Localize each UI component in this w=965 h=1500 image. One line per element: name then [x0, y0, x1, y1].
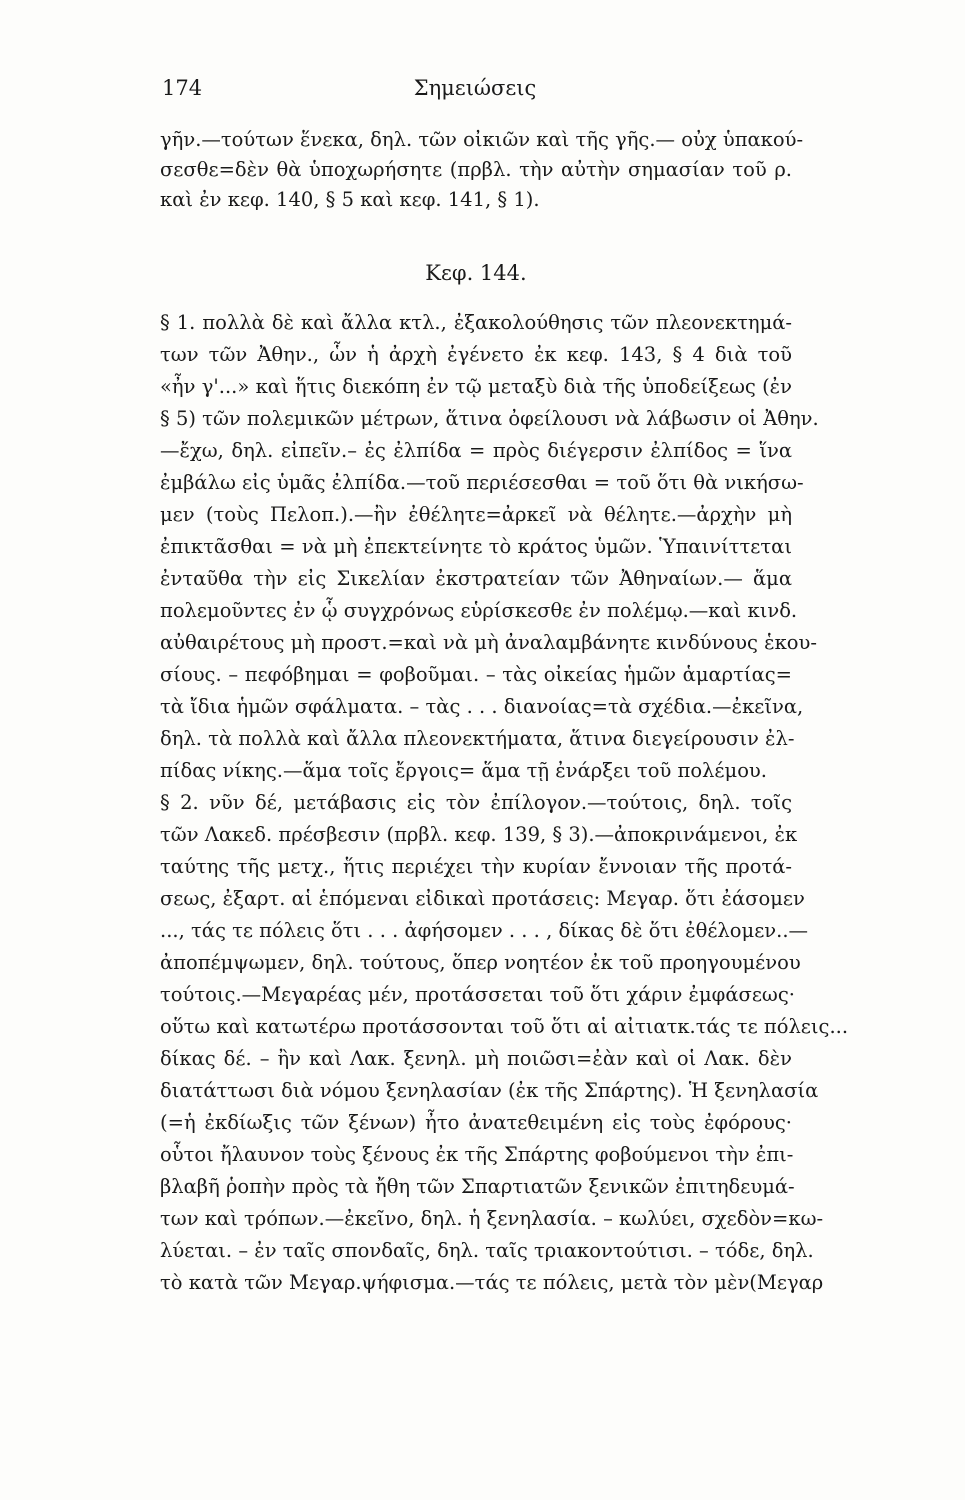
text-line: των τῶν Ἀθην., ὧν ἡ ἀρχὴ ἐγένετο ἐκ κεφ. 143, § 4 διὰ τοῦ [160, 343, 792, 366]
page-number: 174 [162, 76, 203, 100]
text-line: ..., τάς τε πόλεις ὅτι . . . ἀφήσομεν . . . , δίκας δὲ ὅτι ἐθέλομεν..— [160, 919, 809, 942]
text-line: αὐθαιρέτους μὴ προστ.=καὶ νὰ μὴ ἀναλαμβάνητε κινδύνους ἑκου- [160, 631, 817, 654]
text-line: σεσθε=δὲν θὰ ὑποχωρήσητε (πρβλ. τὴν αὐτὴν σημασίαν τοῦ ρ. [160, 158, 792, 181]
text-line: πολεμοῦντες ἐν ᾧ συγχρόνως εὑρίσκεσθε ἐν πολέμῳ.—καὶ κινδ. [160, 599, 798, 622]
text-line: οὕτω καὶ κατωτέρω προτάσσονται τοῦ ὅτι αἱ αἰτιατκ.τάς τε πόλεις... [160, 1015, 849, 1038]
text-line: δίκας δέ. – ἢν καὶ Λακ. ξενηλ. μὴ ποιῶσι=ἐὰν καὶ οἱ Λακ. δὲν [160, 1047, 792, 1070]
text-line: καὶ ἐν κεφ. 140, § 5 καὶ κεφ. 141, § 1). [160, 188, 540, 211]
text-line: λύεται. – ἐν ταῖς σπονδαῖς, δηλ. ταῖς τριακοντούτισι. – τόδε, δηλ. [160, 1239, 814, 1262]
text-line: διατάττωσι διὰ νόμου ξενηλασίαν (ἐκ τῆς Σπάρτης). Ἡ ξενηλασία [160, 1079, 819, 1102]
text-line: § 1. πολλὰ δὲ καὶ ἄλλα κτλ., ἐξακολούθησις τῶν πλεονεκτημά- [160, 311, 792, 334]
text-line: —ἔχω, δηλ. εἰπεῖν.– ἐς ἐλπίδα = πρὸς διέγερσιν ἐλπίδος = ἵνα [160, 439, 792, 462]
text-line: ταύτης τῆς μετχ., ἥτις περιέχει τὴν κυρίαν ἔννοιαν τῆς προτά- [160, 855, 792, 878]
text-line: γῆν.—τούτων ἕνεκα, δηλ. τῶν οἰκιῶν καὶ τῆς γῆς.— οὐχ ὑπακού- [160, 128, 804, 151]
text-line: ἐμβάλω εἰς ὑμᾶς ἐλπίδα.—τοῦ περιέσεσθαι = τοῦ ὅτι θὰ νικήσω- [160, 471, 804, 494]
text-line: δηλ. τὰ πολλὰ καὶ ἄλλα πλεονεκτήματα, ἅτινα διεγείρουσιν ἐλ- [160, 727, 795, 750]
page-header [150, 76, 800, 106]
text-line: (=ἡ ἐκδίωξις τῶν ξένων) ἦτο ἀνατεθειμένη εἰς τοὺς ἐφόρους· [160, 1111, 792, 1134]
running-title: Σημειώσεις [413, 76, 537, 100]
text-line: § 5) τῶν πολεμικῶν μέτρων, ἅτινα ὀφείλουσι νὰ λάβωσιν οἱ Ἀθην. [160, 407, 819, 430]
text-line: ἀποπέμψωμεν, δηλ. τούτους, ὅπερ νοητέον ἐκ τοῦ προηγουμένου [160, 951, 801, 974]
text-line: των καὶ τρόπων.—ἐκεῖνο, δηλ. ἡ ξενηλασία. – κωλύει, σχεδὸν=κω- [160, 1207, 824, 1230]
text-line: σεως, ἐξαρτ. αἱ ἑπόμεναι εἰδικαὶ προτάσεις: Μεγαρ. ὅτι ἐάσομεν [160, 887, 805, 910]
text-line: ἐπικτᾶσθαι = νὰ μὴ ἐπεκτείνητε τὸ κράτος ὑμῶν. Ὑπαινίττεται [160, 535, 792, 558]
text-line: πίδας νίκης.—ἅμα τοῖς ἔργοις= ἅμα τῇ ἐνάρξει τοῦ πολέμου. [160, 759, 767, 782]
text-line: σίους. – πεφόβημαι = φοβοῦμαι. – τὰς οἰκείας ἡμῶν ἁμαρτίας= [160, 663, 792, 686]
text-line: τούτοις.—Μεγαρέας μέν, προτάσσεται τοῦ ὅτι χάριν ἐμφάσεως· [160, 983, 795, 1006]
text-line: τὰ ἴδια ἡμῶν σφάλματα. – τὰς . . . διανοίας=τὰ σχέδια.—ἐκεῖνα, [160, 695, 804, 718]
text-line: τῶν Λακεδ. πρέσβεσιν (πρβλ. κεφ. 139, § 3).—ἀποκρινάμενοι, ἐκ [160, 823, 798, 846]
text-line: οὗτοι ἤλαυνον τοὺς ξένους ἐκ τῆς Σπάρτης φοβούμενοι τὴν ἐπι- [160, 1143, 794, 1166]
text-line: ἐνταῦθα τὴν εἰς Σικελίαν ἐκστρατείαν τῶν Ἀθηναίων.— ἅμα [160, 567, 792, 590]
chapter-heading: Κεφ. 144. [425, 261, 527, 285]
text-line: βλαβῆ ῥοπὴν πρὸς τὰ ἤθη τῶν Σπαρτιατῶν ξενικῶν ἐπιτηδευμά- [160, 1175, 795, 1198]
text-line: «ἦν γ'...» καὶ ἥτις διεκόπη ἐν τῷ μεταξὺ διὰ τῆς ὑποδείξεως (ἐν [160, 375, 792, 398]
text-line: § 2. νῦν δέ, μετάβασις εἰς τὸν ἐπίλογον.—τούτοις, δηλ. τοῖς [160, 791, 792, 814]
text-line: τὸ κατὰ τῶν Μεγαρ.ψήφισμα.—τάς τε πόλεις, μετὰ τὸν μὲν(Μεγαρ [160, 1271, 824, 1294]
text-line: μεν (τοὺς Πελοπ.).—ἢν ἐθέλητε=ἀρκεῖ νὰ θέλητε.—ἀρχὴν μὴ [160, 503, 792, 526]
